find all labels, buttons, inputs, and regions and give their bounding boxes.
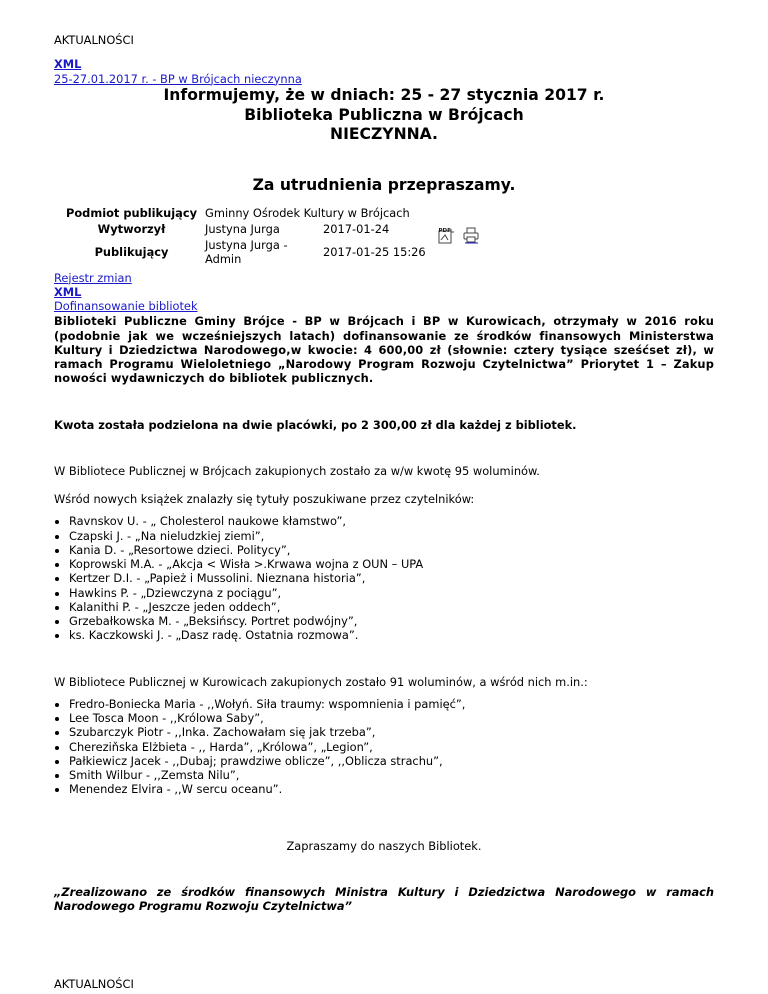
register-link[interactable]: Rejestr zmian <box>54 270 132 285</box>
list-item: • Szubarczyk Piotr - ,,Inka. Zachowałam się jak trzeba”, <box>69 725 714 739</box>
list-item: • ks. Kaczkowski J. - „Dasz radę. Ostatnia rozmowa”. <box>69 628 714 642</box>
funding-intro: Biblioteki Publiczne Gminy Brójce - BP w Brójcach i BP w Kurowicach, otrzymały w 2016 roku (podobnie jak we wcześniejszych latach) dofinansowanie ze środków finansowych Ministerstwa Kultury i Dziedzictwa Narodowego,w kwocie: 4 600,00 zł (słownie: cztery tysiące sześćset zł), w ramach Programu Wieloletniego „Narodowy Program Rozwoju Czytelnictwa” Priorytet 1 – Zakup nowości wydawniczych do bibliotek publicznych. <box>54 314 714 386</box>
podmiot-label: Podmiot publikujący <box>66 205 198 220</box>
brojce-lead: Wśród nowych książek znalazły się tytuły poszukiwane przez czytelników: <box>54 492 475 507</box>
list-item: • Menendez Elvira - ,,W sercu oceanu”. <box>69 782 714 796</box>
list-item: • Hawkins P. - „Dziewczyna z pociągu”, <box>69 586 714 600</box>
list-item: • Ravnskov U. - „ Cholesterol naukowe kłamstwo”, <box>69 514 714 528</box>
wytworzyl-date: 2017-01-24 <box>323 221 390 236</box>
invitation-text: Zapraszamy do naszych Bibliotek. <box>286 838 482 853</box>
funding-split: Kwota została podzielona na dwie placówki, po 2 300,00 zł dla każdej z bibliotek. <box>54 417 577 432</box>
section-label-bottom: AKTUALNOŚCI <box>54 977 134 992</box>
list-item: • Grzebałkowska M. - „Beksińscy. Portret podwójny”, <box>69 614 714 628</box>
kurowice-book-list <box>54 697 714 797</box>
brojce-intro: W Bibliotece Publicznej w Brójcach zakupionych zostało za w/w kwotę 95 woluminów. <box>54 463 540 478</box>
wytworzyl-label: Wytworzył <box>97 221 166 236</box>
list-item: • Koprowski M.A. - „Akcja < Wisła >.Krwawa wojna z OUN – UPA <box>69 557 714 571</box>
funding-footer-note: „Zrealizowano ze środków finansowych Ministra Kultury i Dziedzictwa Narodowego w ramach Narodowego Programu Rozwoju Czytelnictwa” <box>54 884 714 914</box>
headline-line-2: Biblioteka Publiczna w Brójcach <box>244 105 524 124</box>
article-link-closure[interactable]: 25-27.01.2017 r. - BP w Brójcach nieczynna <box>54 71 302 86</box>
pdf-icon[interactable] <box>438 227 456 247</box>
list-item: • Kertzer D.I. - „Papież i Mussolini. Nieznana historia”, <box>69 571 714 585</box>
xml-link-1[interactable]: XML <box>54 57 82 72</box>
xml-link-2[interactable]: XML <box>54 284 82 299</box>
podmiot-value: Gminny Ośrodek Kultury w Brójcach <box>205 205 410 220</box>
publikujacy-label: Publikujący <box>94 245 169 260</box>
kurowice-intro: W Bibliotece Publicznej w Kurowicach zakupionych zostało 91 woluminów, a wśród nich m.in.: <box>54 674 588 689</box>
publikujacy-date: 2017-01-25 15:26 <box>323 245 426 260</box>
headline-line-1: Informujemy, że w dniach: 25 - 27 stycznia 2017 r. <box>163 85 605 104</box>
wytworzyl-value: Justyna Jurga <box>205 221 280 236</box>
list-item: • Kania D. - „Resortowe dzieci. Politycy”, <box>69 543 714 557</box>
list-item: • Kalanithi P. - „Jeszcze jeden oddech”, <box>69 600 714 614</box>
headline-line-3: NIECZYNNA. <box>330 125 438 144</box>
list-item: • Fredro-Boniecka Maria - ,,Wołyń. Siła traumy: wspomnienia i pamięć”, <box>69 697 714 711</box>
apology-heading: Za utrudnienia przepraszamy. <box>252 176 516 195</box>
list-item: • Chereziňska Elżbieta - ,, Harda”, „Królowa”, „Legion”, <box>69 740 714 754</box>
brojce-book-list <box>54 514 714 642</box>
svg-text:PDF: PDF <box>438 227 451 234</box>
list-item: • Lee Tosca Moon - ,,Królowa Saby”, <box>69 711 714 725</box>
action-icons <box>430 221 484 268</box>
section-label-top: AKTUALNOŚCI <box>54 33 134 47</box>
publikujacy-value: Justyna Jurga - Admin <box>205 238 288 267</box>
article-link-funding[interactable]: Dofinansowanie bibliotek <box>54 299 198 314</box>
list-item: • Pałkiewicz Jacek - ,,Dubaj; prawdziwe oblicze”, ,,Oblicza strachu”, <box>69 754 714 768</box>
list-item: • Czapski J. - „Na nieludzkiej ziemi”, <box>69 529 714 543</box>
list-item: • Smith Wilbur - ,,Zemsta Nilu”, <box>69 768 714 782</box>
publication-meta-table <box>62 205 484 268</box>
print-icon[interactable] <box>462 227 480 247</box>
closure-headline <box>54 86 714 145</box>
